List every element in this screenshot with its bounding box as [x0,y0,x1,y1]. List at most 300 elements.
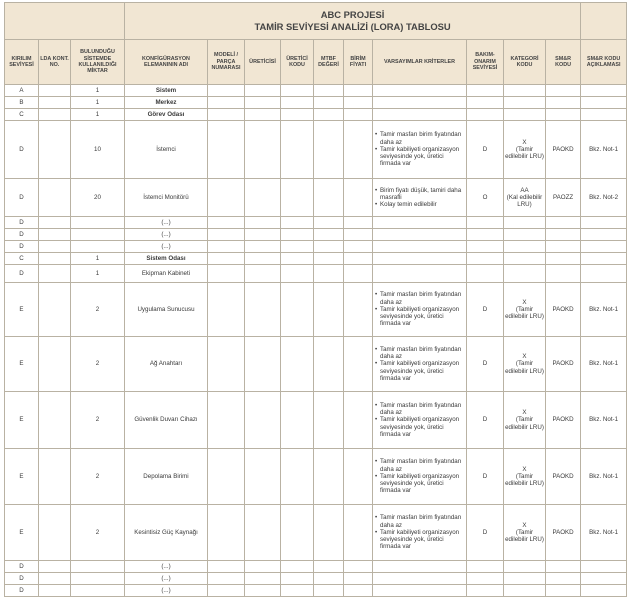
cell-level: D [5,561,39,573]
cell-element-name: (...) [125,573,208,585]
criteria-item: • Tamir kabiliyeti organizasyon seviyesinde yok, üretici firmada var [380,306,465,328]
cell-empty [314,392,344,449]
cell-qty [71,585,125,597]
cell-level: D [5,585,39,597]
cell-smr-description: Bkz. Not-1 [581,337,627,392]
cell-smr-code: PAOKD [546,505,581,561]
col-header: VARSAYIMLAR KRİTERLER [373,40,467,85]
cell-criteria [373,265,467,283]
lora-table [4,2,627,597]
cell-level: D [5,241,39,253]
cell-element-name: Merkez [125,97,208,109]
cell-empty [314,85,344,97]
cell-element-name: Depolama Birimi [125,449,208,505]
cell-empty [344,97,373,109]
criteria-list [374,458,465,495]
cell-empty [208,241,245,253]
cell-empty [344,283,373,337]
cell-empty [314,121,344,179]
cell-criteria [373,85,467,97]
cell-empty [314,109,344,121]
cell-element-name: Uygulama Sunucusu [125,283,208,337]
cell-empty [245,337,281,392]
cell-empty [314,505,344,561]
cell-maintenance-level [467,229,504,241]
cell-element-name: (...) [125,585,208,597]
cell-empty [314,97,344,109]
cell-criteria [373,217,467,229]
cell-criteria [373,241,467,253]
cell-category-code [504,573,546,585]
cell-empty [208,283,245,337]
cell-empty [314,573,344,585]
cell-empty [208,573,245,585]
cell-empty [314,179,344,217]
cell-criteria [373,449,467,505]
table-row [5,179,627,217]
cell-smr-description: Bkz. Not-1 [581,449,627,505]
cell-maintenance-level [467,97,504,109]
table-row [5,283,627,337]
cell-smr-code: PAOKD [546,392,581,449]
table-row [5,265,627,283]
cell-maintenance-level [467,109,504,121]
cell-empty [314,283,344,337]
cell-empty [245,97,281,109]
cell-category-code [504,265,546,283]
cell-category-code: X (Tamir edilebilir LRU) [504,283,546,337]
cell-lda [39,229,71,241]
cell-category-code [504,217,546,229]
cell-lda [39,505,71,561]
cell-maintenance-level [467,217,504,229]
cell-empty [344,337,373,392]
col-header: BİRİM FİYATI [344,40,373,85]
cell-empty [344,241,373,253]
cell-category-code: X (Tamir edilebilir LRU) [504,392,546,449]
cell-empty [281,109,314,121]
cell-lda [39,121,71,179]
cell-maintenance-level: D [467,392,504,449]
cell-element-name: (...) [125,229,208,241]
cell-lda [39,585,71,597]
cell-level: D [5,573,39,585]
cell-maintenance-level [467,85,504,97]
criteria-item: • Tamir kabiliyeti organizasyon seviyesinde yok, üretici firmada var [380,146,465,168]
cell-criteria [373,283,467,337]
cell-qty [71,241,125,253]
title-line-1: ABC PROJESİ [320,9,385,21]
cell-maintenance-level [467,573,504,585]
cell-level: A [5,85,39,97]
cell-empty [314,585,344,597]
cell-empty [344,85,373,97]
cell-maintenance-level [467,241,504,253]
cell-empty [344,229,373,241]
table-row [5,561,627,573]
cell-empty [281,179,314,217]
cell-level: E [5,337,39,392]
cell-criteria [373,109,467,121]
cell-category-code: X (Tamir edilebilir LRU) [504,449,546,505]
cell-category-code [504,97,546,109]
cell-maintenance-level: D [467,505,504,561]
cell-empty [281,449,314,505]
cell-empty [245,109,281,121]
criteria-item: • Tamir masfarı birim fiyatından daha az [380,458,465,473]
title-line-2: TAMİR SEVİYESİ ANALİZİ (LORA) TABLOSU [254,21,451,32]
cell-category-code [504,585,546,597]
cell-empty [314,449,344,505]
title-spacer [5,3,125,40]
cell-criteria [373,121,467,179]
cell-smr-description [581,561,627,573]
table-row [5,337,627,392]
cell-qty: 1 [71,109,125,121]
cell-empty [281,337,314,392]
cell-empty [344,121,373,179]
cell-maintenance-level [467,585,504,597]
table-row [5,217,627,229]
criteria-item: • Tamir masfarı birim fiyatından daha az [380,346,465,361]
cell-maintenance-level [467,253,504,265]
cell-empty [245,229,281,241]
cell-smr-code [546,585,581,597]
table-row [5,241,627,253]
cell-empty [208,505,245,561]
cell-qty: 1 [71,97,125,109]
cell-empty [245,217,281,229]
cell-element-name: İstemci [125,121,208,179]
cell-level: D [5,217,39,229]
cell-smr-description [581,585,627,597]
cell-smr-description: Bkz. Not-1 [581,121,627,179]
table-row [5,585,627,597]
cell-element-name: Kesintisiz Güç Kaynağı [125,505,208,561]
table-body [5,85,627,597]
cell-criteria [373,505,467,561]
col-header: KIRILIM SEVİYESİ [5,40,39,85]
cell-lda [39,337,71,392]
table-row [5,229,627,241]
cell-qty: 10 [71,121,125,179]
cell-element-name: İstemci Monitörü [125,179,208,217]
cell-smr-description: Bkz. Not-1 [581,392,627,449]
criteria-item: • Tamir kabiliyeti organizasyon seviyesinde yok, üretici firmada var [380,473,465,495]
cell-smr-description [581,217,627,229]
cell-empty [314,229,344,241]
col-header: SM&R KODU [546,40,581,85]
cell-criteria [373,392,467,449]
cell-smr-description: Bkz. Not-1 [581,283,627,337]
cell-empty [344,505,373,561]
cell-empty [344,109,373,121]
cell-level: D [5,121,39,179]
cell-empty [208,337,245,392]
cell-criteria [373,229,467,241]
cell-maintenance-level [467,265,504,283]
cell-empty [314,253,344,265]
table-row [5,121,627,179]
col-header: SM&R KODU AÇIKLAMASI [581,40,627,85]
cell-maintenance-level: O [467,179,504,217]
cell-lda [39,217,71,229]
cell-criteria [373,97,467,109]
cell-lda [39,449,71,505]
cell-smr-description [581,265,627,283]
cell-empty [281,97,314,109]
criteria-item: • Kolay temin edilebilir [380,201,465,208]
cell-level: C [5,109,39,121]
col-header: LDA KONT. NO. [39,40,71,85]
cell-empty [281,121,314,179]
cell-qty [71,561,125,573]
criteria-item: • Tamir masfarı birim fiyatından daha az [380,402,465,417]
cell-smr-code: PAOZZ [546,179,581,217]
cell-empty [245,283,281,337]
cell-empty [208,392,245,449]
criteria-list [374,187,465,209]
cell-element-name: Sistem Odası [125,253,208,265]
cell-category-code [504,85,546,97]
cell-qty: 2 [71,392,125,449]
cell-empty [344,253,373,265]
cell-criteria [373,253,467,265]
cell-element-name: Sistem [125,85,208,97]
criteria-item: • Tamir masfarı birim fiyatından daha az [380,131,465,146]
cell-smr-description [581,229,627,241]
cell-qty: 2 [71,449,125,505]
cell-empty [245,253,281,265]
cell-smr-code: PAOKD [546,449,581,505]
cell-smr-code [546,109,581,121]
cell-smr-code [546,573,581,585]
cell-empty [281,217,314,229]
cell-empty [208,179,245,217]
cell-empty [208,121,245,179]
col-header: KONFİGÜRASYON ELEMANININ ADI [125,40,208,85]
cell-maintenance-level [467,561,504,573]
criteria-list [374,402,465,439]
cell-empty [281,283,314,337]
cell-category-code: X (Tamir edilebilir LRU) [504,337,546,392]
table-title [125,3,581,40]
cell-qty [71,217,125,229]
cell-smr-description [581,573,627,585]
cell-empty [281,241,314,253]
cell-empty [281,392,314,449]
cell-qty [71,229,125,241]
cell-smr-code: PAOKD [546,283,581,337]
cell-category-code: X (Tamir edilebilir LRU) [504,505,546,561]
cell-smr-code [546,241,581,253]
cell-lda [39,109,71,121]
cell-empty [281,265,314,283]
cell-lda [39,561,71,573]
cell-empty [208,585,245,597]
cell-empty [245,449,281,505]
cell-qty: 1 [71,85,125,97]
cell-empty [245,585,281,597]
cell-element-name: (...) [125,561,208,573]
cell-element-name: Güvenlik Duvarı Cihazı [125,392,208,449]
cell-smr-code [546,217,581,229]
cell-lda [39,253,71,265]
cell-element-name: (...) [125,217,208,229]
cell-empty [208,561,245,573]
cell-maintenance-level: D [467,121,504,179]
table-row [5,253,627,265]
cell-criteria [373,337,467,392]
cell-criteria [373,573,467,585]
cell-criteria [373,585,467,597]
cell-qty: 20 [71,179,125,217]
cell-empty [245,573,281,585]
cell-empty [245,121,281,179]
cell-category-code [504,253,546,265]
cell-level: C [5,253,39,265]
cell-element-name: Ekipman Kabineti [125,265,208,283]
cell-criteria [373,561,467,573]
table-row [5,109,627,121]
cell-category-code: AA (Kal edilebilir LRU) [504,179,546,217]
cell-empty [245,392,281,449]
cell-empty [281,585,314,597]
cell-qty: 2 [71,283,125,337]
cell-lda [39,97,71,109]
col-header: ÜRETİCİSİ [245,40,281,85]
col-header: BAKIM-ONARIM SEVİYESİ [467,40,504,85]
criteria-list [374,131,465,168]
cell-empty [344,217,373,229]
cell-empty [245,241,281,253]
cell-smr-description: Bkz. Not-2 [581,179,627,217]
cell-empty [314,561,344,573]
cell-empty [245,505,281,561]
cell-empty [208,265,245,283]
cell-empty [344,449,373,505]
cell-category-code [504,561,546,573]
cell-empty [314,265,344,283]
cell-smr-code: PAOKD [546,337,581,392]
cell-lda [39,241,71,253]
cell-qty [71,573,125,585]
cell-empty [208,449,245,505]
cell-empty [281,561,314,573]
cell-criteria [373,179,467,217]
cell-empty [245,265,281,283]
table-row [5,449,627,505]
cell-element-name: Görev Odası [125,109,208,121]
cell-level: E [5,505,39,561]
col-header: MTBF DEĞERİ [314,40,344,85]
cell-smr-code [546,253,581,265]
criteria-list [374,291,465,328]
cell-category-code: X (Tamir edilebilir LRU) [504,121,546,179]
table-row [5,573,627,585]
criteria-item: • Tamir kabiliyeti organizasyon seviyesinde yok, üretici firmada var [380,529,465,551]
cell-level: E [5,449,39,505]
col-header: ÜRETİCİ KODU [281,40,314,85]
criteria-item: • Birim fiyatı düşük, tamiri daha masrafli [380,187,465,202]
table-row [5,392,627,449]
cell-qty: 1 [71,253,125,265]
cell-smr-code [546,85,581,97]
cell-level: D [5,265,39,283]
cell-element-name: Ağ Anahtarı [125,337,208,392]
cell-smr-code [546,265,581,283]
table-row [5,505,627,561]
cell-lda [39,85,71,97]
cell-smr-description [581,85,627,97]
criteria-item: • Tamir masfarı birim fiyatından daha az [380,514,465,529]
cell-smr-description [581,241,627,253]
cell-level: D [5,179,39,217]
cell-smr-description [581,253,627,265]
cell-empty [344,561,373,573]
cell-smr-description [581,97,627,109]
cell-lda [39,573,71,585]
cell-qty: 1 [71,265,125,283]
criteria-item: • Tamir kabiliyeti organizasyon seviyesinde yok, üretici firmada var [380,416,465,438]
cell-lda [39,283,71,337]
cell-lda [39,392,71,449]
cell-smr-code [546,229,581,241]
cell-level: B [5,97,39,109]
cell-qty: 2 [71,505,125,561]
cell-level: E [5,283,39,337]
cell-empty [208,97,245,109]
cell-empty [281,85,314,97]
cell-category-code [504,109,546,121]
col-header: MODELİ / PARÇA NUMARASI [208,40,245,85]
cell-empty [281,573,314,585]
cell-empty [314,241,344,253]
cell-category-code [504,229,546,241]
criteria-item: • Tamir kabiliyeti organizasyon seviyesinde yok, üretici firmada var [380,360,465,382]
cell-maintenance-level: D [467,283,504,337]
cell-maintenance-level: D [467,449,504,505]
cell-empty [344,573,373,585]
cell-empty [344,585,373,597]
cell-empty [208,217,245,229]
cell-qty: 2 [71,337,125,392]
cell-empty [281,229,314,241]
cell-empty [208,85,245,97]
cell-smr-code [546,561,581,573]
cell-smr-description [581,109,627,121]
cell-empty [208,253,245,265]
table-row [5,97,627,109]
cell-element-name: (...) [125,241,208,253]
cell-empty [245,179,281,217]
cell-lda [39,179,71,217]
criteria-list [374,346,465,383]
cell-empty [208,109,245,121]
cell-smr-code [546,97,581,109]
cell-maintenance-level: D [467,337,504,392]
criteria-item: • Tamir masfarı birim fiyatından daha az [380,291,465,306]
cell-empty [281,505,314,561]
cell-level: D [5,229,39,241]
criteria-list [374,514,465,551]
cell-empty [344,179,373,217]
cell-category-code [504,241,546,253]
cell-empty [344,265,373,283]
cell-empty [314,337,344,392]
cell-empty [344,392,373,449]
col-header: BULUNDUĞU SİSTEMDE KULLANILDIĞI MİKTAR [71,40,125,85]
